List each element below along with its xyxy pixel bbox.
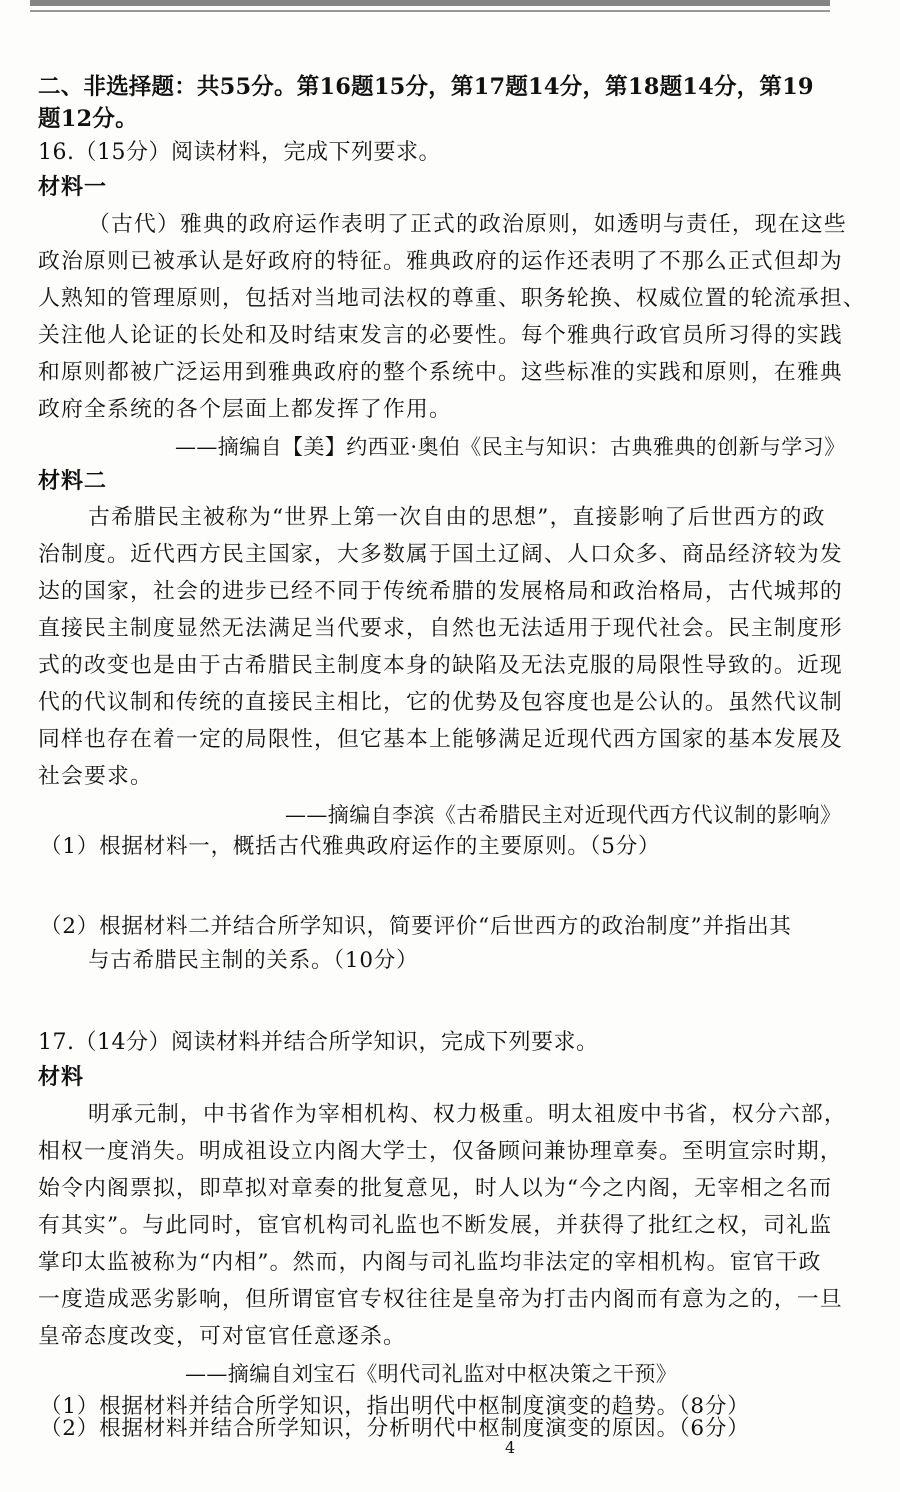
q16-m1-source: ——摘编自【美】约西亚·奥伯《民主与知识：古典雅典的创新与学习》	[175, 435, 846, 459]
q17-m-line: 相权一度消失。明成祖设立内阁大学士，仅备顾问兼协理章奏。至明宣宗时期，	[38, 1139, 843, 1164]
q17-m-source: ——摘编自刘宝石《明代司礼监对中枢决策之干预》	[185, 1362, 678, 1386]
q16-sub2-cont: 与古希腊民主制的关系。（10分）	[88, 948, 419, 973]
q16-m2-line: 式的改变也是由于古希腊民主制度本身的缺陷及无法克服的局限性导致的。近现	[38, 653, 843, 678]
q17-sub1: （1）根据材料并结合所学知识，指出明代中枢制度演变的趋势。（8分）	[40, 1394, 750, 1419]
q16-m2-line: 达的国家，社会的进步已经不同于传统希腊的发展格局和政治格局，古代城邦的	[38, 579, 843, 604]
q16-m1-line: 关注他人论证的长处和及时结束发言的必要性。每个雅典行政官员所习得的实践	[38, 323, 843, 348]
q16-m1-line: 政府全系统的各个层面上都发挥了作用。	[38, 397, 452, 422]
q17-m-line: 皇帝态度改变，可对宦官任意逐杀。	[38, 1324, 406, 1349]
q17-title: 17.（14分）阅读材料并结合所学知识，完成下列要求。	[38, 1030, 599, 1055]
q17-m-line: 始令内阁票拟，即草拟对章奏的批复意见，时人以为“今之内阁，无宰相之名而	[38, 1176, 833, 1201]
page-number: 4	[505, 1438, 516, 1457]
q16-m1-line: （古代）雅典的政府运作表明了正式的政治原则，如透明与责任，现在这些	[88, 212, 847, 237]
q16-m1-line: 人熟知的管理原则，包括对当地司法权的尊重、职务轮换、权威位置的轮流承担、	[38, 286, 866, 311]
section-heading: 二、非选择题：共55分。第16题15分，第17题14分，第18题14分，第19	[38, 74, 814, 100]
q16-m1-line: 政治原则已被承认是好政府的特征。雅典政府的运作还表明了不那么正式但却为	[38, 249, 843, 274]
q16-sub2: （2）根据材料二并结合所学知识，简要评价“后世西方的政治制度”并指出其	[40, 914, 792, 939]
q17-m-line: 明承元制，中书省作为宰相机构、权力极重。明太祖废中书省，权分六部，	[88, 1102, 847, 1127]
q16-m2-line: 社会要求。	[38, 764, 153, 789]
q16-m2-line: 直接民主制度显然无法满足当代要求，自然也无法适用于现代社会。民主制度形	[38, 616, 843, 641]
q16-m2-line: 同样也存在着一定的局限性，但它基本上能够满足近现代西方国家的基本发展及	[38, 727, 843, 752]
q16-m2-line: 治制度。近代西方民主国家，大多数属于国土辽阔、人口众多、商品经济较为发	[38, 542, 843, 567]
q17-m-line: 掌印太监被称为“内相”。然而，内阁与司礼监均非法定的宰相机构。宦官干政	[38, 1250, 822, 1275]
q16-m2-source: ——摘编自李滨《古希腊民主对近现代西方代议制的影响》	[285, 803, 842, 827]
q17-m-line: 有其实”。与此同时，宦官机构司礼监也不断发展，并获得了批红之权，司礼监	[38, 1213, 833, 1238]
q16-m2-line: 代的代议制和传统的直接民主相比，它的优势及包容度也是公认的。虽然代议制	[38, 690, 843, 715]
q16-m2-line: 古希腊民主被称为“世界上第一次自由的思想”，直接影响了后世西方的政	[88, 505, 826, 530]
section-heading-cont: 题12分。	[38, 106, 138, 132]
q17-material-label: 材料	[38, 1064, 85, 1090]
q16-title: 16.（15分）阅读材料，完成下列要求。	[38, 140, 441, 165]
q16-sub1: （1）根据材料一，概括古代雅典政府运作的主要原则。（5分）	[40, 834, 661, 859]
q17-sub2: （2）根据材料并结合所学知识，分析明代中枢制度演变的原因。（6分）	[40, 1416, 750, 1441]
q17-m-line: 一度造成恶劣影响，但所谓宦官专权往往是皇帝为打击内阁而有意为之的，一旦	[38, 1287, 843, 1312]
q16-material2-label: 材料二	[38, 468, 108, 494]
q16-m1-line: 和原则都被广泛运用到雅典政府的整个系统中。这些标准的实践和原则，在雅典	[38, 360, 843, 385]
q16-material1-label: 材料一	[38, 174, 108, 200]
